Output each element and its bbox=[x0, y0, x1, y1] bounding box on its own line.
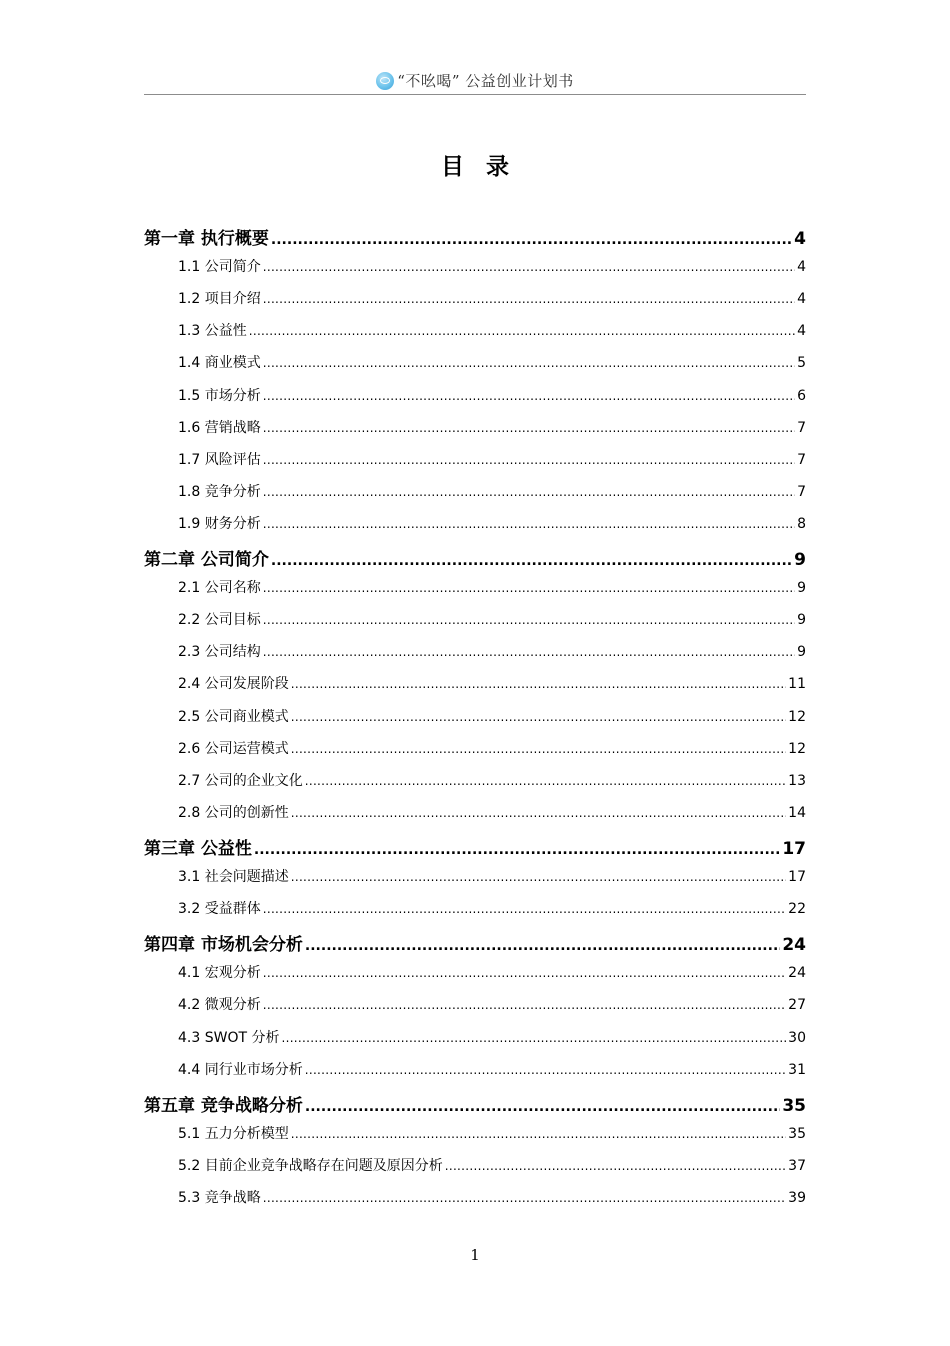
toc-entry-page: 12 bbox=[788, 740, 806, 757]
toc-dot-leader bbox=[249, 324, 795, 338]
toc-entry-page: 4 bbox=[794, 229, 806, 249]
toc-chapter-entry[interactable] bbox=[144, 1091, 806, 1116]
toc-section-entry[interactable] bbox=[178, 417, 806, 437]
toc-entry-label: 第三章 公益性 bbox=[144, 838, 252, 859]
toc-entry-page: 4 bbox=[797, 259, 806, 276]
toc-entry-label: 1.4 商业模式 bbox=[178, 355, 261, 372]
toc-section-entry[interactable] bbox=[178, 385, 806, 405]
toc-dot-leader bbox=[263, 966, 786, 980]
toc-section-entry[interactable] bbox=[178, 641, 806, 661]
toc-section-entry[interactable] bbox=[178, 706, 806, 726]
toc-dot-leader bbox=[291, 742, 786, 756]
toc-section-entry[interactable] bbox=[178, 1059, 806, 1079]
toc-chapter-entry[interactable] bbox=[144, 834, 806, 859]
toc-dot-leader bbox=[263, 581, 795, 595]
toc-entry-page: 8 bbox=[797, 515, 806, 532]
toc-entry-page: 4 bbox=[797, 291, 806, 308]
toc-entry-label: 1.7 风险评估 bbox=[178, 451, 261, 468]
toc-dot-leader bbox=[291, 806, 786, 820]
toc-section-entry[interactable] bbox=[178, 738, 806, 758]
toc-dot-leader bbox=[305, 774, 786, 788]
toc-entry-page: 30 bbox=[788, 1029, 806, 1046]
toc-entry-page: 7 bbox=[797, 419, 806, 436]
toc-dot-leader bbox=[305, 1063, 786, 1077]
toc-entry-page: 39 bbox=[788, 1190, 806, 1206]
toc-entry-page: 31 bbox=[788, 1061, 806, 1078]
toc-entry-page: 24 bbox=[782, 935, 806, 956]
toc-dot-leader bbox=[263, 613, 795, 627]
toc-chapter-entry[interactable] bbox=[144, 545, 806, 570]
toc-entry-label: 1.5 市场分析 bbox=[178, 387, 261, 404]
toc-entry-label: 1.2 项目介绍 bbox=[178, 291, 261, 308]
toc-section-entry[interactable] bbox=[178, 449, 806, 469]
toc-entry-label: 2.5 公司商业模式 bbox=[178, 708, 289, 725]
toc-dot-leader bbox=[263, 998, 786, 1012]
toc-entry-label: 1.3 公益性 bbox=[178, 323, 247, 340]
toc-entry-page: 9 bbox=[797, 644, 806, 661]
toc-section-entry[interactable] bbox=[178, 866, 806, 886]
toc-title: 目录 bbox=[441, 154, 531, 180]
toc-entry-label: 2.8 公司的创新性 bbox=[178, 804, 289, 821]
toc-dot-leader bbox=[263, 517, 795, 531]
toc-entry-page: 4 bbox=[797, 323, 806, 340]
toc-entry-label: 4.2 微观分析 bbox=[178, 997, 261, 1014]
toc-entry-label: 2.1 公司名称 bbox=[178, 580, 261, 597]
toc-section-entry[interactable] bbox=[178, 770, 806, 790]
toc-entry-page: 12 bbox=[788, 708, 806, 725]
toc-entry-page: 22 bbox=[788, 901, 806, 918]
toc-section-entry[interactable] bbox=[178, 352, 806, 372]
toc-entry-page: 27 bbox=[788, 997, 806, 1014]
toc-entry-label: 4.3 SWOT 分析 bbox=[178, 1029, 280, 1046]
toc-entry-page: 7 bbox=[797, 451, 806, 468]
toc-entry-label: 5.2 目前企业竞争战略存在问题及原因分析 bbox=[178, 1157, 443, 1174]
toc-entry-page: 24 bbox=[788, 965, 806, 982]
toc-entry-page: 9 bbox=[797, 612, 806, 629]
toc-section-entry[interactable] bbox=[178, 1027, 806, 1047]
toc-dot-leader bbox=[263, 902, 786, 916]
toc-entry-page: 7 bbox=[797, 483, 806, 500]
toc-dot-leader bbox=[271, 553, 792, 569]
toc-entry-page: 14 bbox=[788, 804, 806, 821]
toc-entry-page: 17 bbox=[788, 869, 806, 885]
toc-entry-label: 4.1 宏观分析 bbox=[178, 965, 261, 982]
toc-dot-leader bbox=[263, 389, 795, 403]
toc-section-entry[interactable] bbox=[178, 577, 806, 597]
toc-section-entry[interactable] bbox=[178, 256, 806, 276]
header-title: “不吆喝” 公益创业计划书 bbox=[397, 72, 574, 90]
toc-entry-label: 5.1 五力分析模型 bbox=[178, 1125, 289, 1142]
toc-entry-label: 3.1 社会问题描述 bbox=[178, 869, 289, 885]
toc-entry-label: 2.6 公司运营模式 bbox=[178, 740, 289, 757]
toc-dot-leader bbox=[291, 1127, 786, 1141]
page-header bbox=[144, 68, 806, 95]
toc-dot-leader bbox=[263, 485, 795, 499]
toc-dot-leader bbox=[263, 645, 795, 659]
toc-section-entry[interactable] bbox=[178, 962, 806, 982]
toc-entry-label: 第一章 执行概要 bbox=[144, 229, 269, 249]
toc-entry-page: 11 bbox=[788, 676, 806, 693]
toc-section-entry[interactable] bbox=[178, 673, 806, 693]
toc-dot-leader bbox=[281, 1031, 786, 1045]
toc-dot-leader bbox=[263, 453, 795, 467]
toc-section-entry[interactable] bbox=[178, 513, 806, 533]
toc-section-entry[interactable] bbox=[178, 994, 806, 1014]
toc-entry-label: 第二章 公司简介 bbox=[144, 550, 269, 570]
toc-entry-label: 3.2 受益群体 bbox=[178, 901, 261, 918]
toc-section-entry[interactable] bbox=[178, 481, 806, 501]
toc-entry-label: 2.7 公司的企业文化 bbox=[178, 772, 303, 789]
toc-section-entry[interactable] bbox=[178, 1123, 806, 1143]
toc-dot-leader bbox=[263, 421, 795, 435]
toc-entry-label: 4.4 同行业市场分析 bbox=[178, 1061, 303, 1078]
toc-entry-label: 1.6 营销战略 bbox=[178, 419, 261, 436]
toc-section-entry[interactable] bbox=[178, 1187, 806, 1207]
toc-entry-label: 2.4 公司发展阶段 bbox=[178, 676, 289, 693]
toc-section-entry[interactable] bbox=[178, 1155, 806, 1175]
page-number: 1 bbox=[470, 1246, 480, 1264]
toc-dot-leader bbox=[291, 677, 786, 691]
toc-entry-page: 9 bbox=[797, 580, 806, 597]
toc-entry-label: 第五章 竞争战略分析 bbox=[144, 1095, 303, 1116]
toc-entry-label: 2.3 公司结构 bbox=[178, 644, 261, 661]
toc-section-entry[interactable] bbox=[178, 609, 806, 629]
toc-section-entry[interactable] bbox=[178, 288, 806, 308]
toc-entry-page: 6 bbox=[797, 387, 806, 404]
toc-entry-label: 2.2 公司目标 bbox=[178, 612, 261, 629]
toc-dot-leader bbox=[305, 1099, 780, 1115]
toc-dot-leader bbox=[445, 1159, 786, 1173]
toc-entry-page: 5 bbox=[797, 355, 806, 372]
toc-entry-label: 1.8 竞争分析 bbox=[178, 483, 261, 500]
toc-dot-leader bbox=[271, 232, 792, 248]
toc-chapter-entry[interactable] bbox=[144, 224, 806, 249]
toc-entry-page: 13 bbox=[788, 772, 806, 789]
toc-dot-leader bbox=[263, 1191, 786, 1205]
toc-dot-leader bbox=[305, 938, 780, 954]
toc-section-entry[interactable] bbox=[178, 898, 806, 918]
toc-entry-page: 35 bbox=[788, 1125, 806, 1142]
toc-chapter-entry[interactable] bbox=[144, 930, 806, 955]
toc-entry-page: 35 bbox=[782, 1095, 806, 1116]
toc-entry-label: 第四章 市场机会分析 bbox=[144, 935, 303, 956]
toc-entry-page: 17 bbox=[782, 838, 806, 859]
toc-dot-leader bbox=[263, 260, 795, 274]
toc-section-entry[interactable] bbox=[178, 320, 806, 340]
toc-section-entry[interactable] bbox=[178, 802, 806, 822]
toc-dot-leader bbox=[263, 356, 795, 370]
toc-dot-leader bbox=[263, 292, 795, 306]
toc-dot-leader bbox=[291, 870, 786, 884]
toc-entry-label: 1.9 财务分析 bbox=[178, 515, 261, 532]
toc-entry-page: 9 bbox=[794, 550, 806, 570]
logo-icon bbox=[376, 72, 394, 90]
toc-entry-label: 5.3 竞争战略 bbox=[178, 1190, 261, 1206]
toc-entry-label: 1.1 公司简介 bbox=[178, 259, 261, 276]
toc-dot-leader bbox=[291, 710, 786, 724]
toc-dot-leader bbox=[254, 842, 780, 858]
toc-entry-page: 37 bbox=[788, 1157, 806, 1174]
